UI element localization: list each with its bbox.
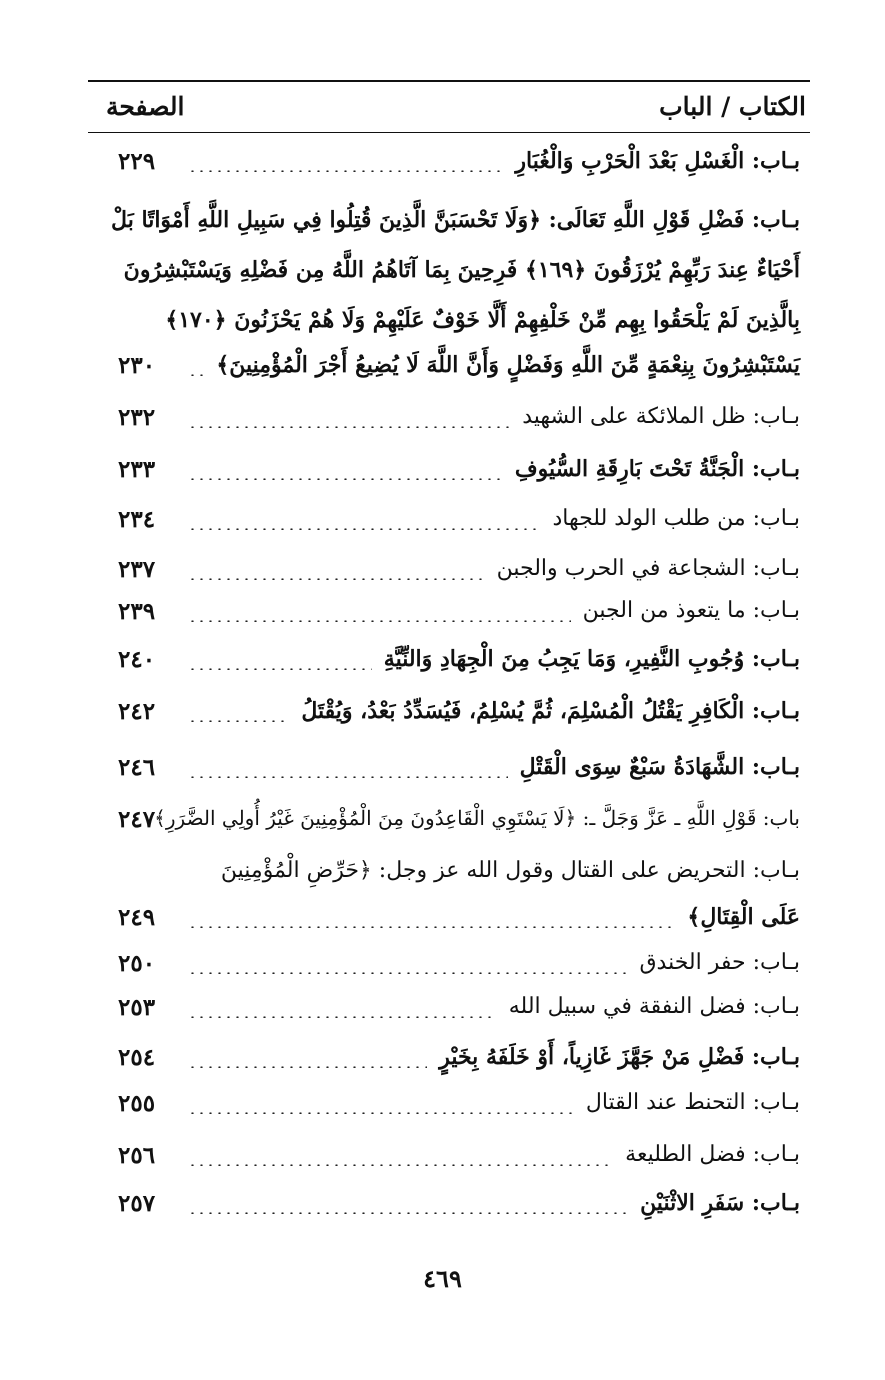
leader-dots: [188, 972, 627, 974]
toc-entry: [88, 698, 810, 746]
entry-title: بـاب: فضل الطليعة: [625, 1142, 800, 1167]
page-number: ٢٥٤: [118, 1044, 156, 1071]
toc-entry-last-line: [88, 904, 810, 952]
leader-dots: [188, 668, 372, 670]
leader-dots: [188, 620, 571, 622]
toc-entry: [88, 806, 810, 854]
entry-title: بـاب: ظل الملائكة على الشهيد: [522, 404, 800, 429]
header-title: الكتاب / الباب: [659, 92, 806, 121]
toc-entry: [88, 556, 810, 604]
toc-entry: [88, 456, 810, 504]
entry-title: بـاب: حفر الخندق: [639, 950, 800, 975]
page-number: ٢٥٧: [118, 1190, 156, 1217]
toc-entry-multiline: [88, 207, 810, 333]
entry-title: بـاب: الْجَنَّةُ تَحْتَ بَارِقَةِ السُّيُوفِ: [514, 456, 800, 482]
toc-entry: [88, 1044, 810, 1092]
toc-entry: [88, 1090, 810, 1138]
leader-dots: [188, 426, 510, 428]
toc-entry: [88, 506, 810, 554]
footer-page-number: ٤٦٩: [423, 1264, 462, 1293]
page-number: ٢٤٩: [118, 904, 156, 931]
leader-dots: [188, 478, 503, 480]
leader-dots: [188, 1212, 628, 1214]
header-page-label: الصفحة: [106, 92, 185, 121]
page-number: ٢٥٣: [118, 994, 156, 1021]
entry-title: باب: قَوْلِ اللَّهِ ـ عَزَّ وَجَلَّ ـ: ﴿لَا يَسْتَوِي الْقَاعِدُونَ مِنَ الْمُؤْمِنِينَ غَيْرُ أُولِي الضَّرَرِ﴾: [154, 806, 800, 830]
toc-entry: [88, 994, 810, 1042]
leader-dots: [188, 374, 204, 376]
entry-title: بـاب: من طلب الولد للجهاد: [552, 506, 800, 531]
page-number: ٢٥٦: [118, 1142, 156, 1169]
entry-title: بـاب: فَضْلِ قَوْلِ اللَّهِ تَعَالَى: ﴿وَلَا تَحْسَبَنَّ الَّذِينَ قُتِلُوا فِي سَبِيلِ اللَّهِ أَمْوَاتًا بَلْ: [111, 207, 800, 233]
toc-entry: [88, 1142, 810, 1190]
entry-title: بـاب: الْكَافِرِ يَقْتُلُ الْمُسْلِمَ، ثُمَّ يُسْلِمُ، فَيُسَدِّدُ بَعْدُ، وَيُقْتَلُ: [301, 698, 800, 724]
entry-title: بـاب: الشجاعة في الحرب والجبن: [496, 556, 800, 581]
leader-dots: [188, 170, 503, 172]
leader-dots: [188, 1016, 497, 1018]
page-number: ٢٤٧: [118, 806, 156, 833]
toc-header: [88, 80, 810, 133]
toc-entry: [88, 148, 810, 196]
toc-entry: [88, 754, 810, 802]
leader-dots: [188, 528, 540, 530]
page-number: ٢٣٤: [118, 506, 156, 533]
toc-entry: [88, 1190, 810, 1238]
page-number: ٢٤٠: [118, 646, 156, 673]
entry-title: بـاب: وُجُوبِ النَّفِيرِ، وَمَا يَجِبُ مِنَ الْجِهَادِ وَالنِّيَّةِ: [383, 646, 800, 672]
leader-dots: [188, 578, 485, 580]
page-number: ٢٤٦: [118, 754, 156, 781]
page-number: ٢٥٥: [118, 1090, 156, 1117]
page-number: ٢٣٢: [118, 404, 156, 431]
toc-entry-multiline: [88, 858, 810, 906]
leader-dots: [188, 720, 289, 722]
page-number: ٢٣٩: [118, 598, 156, 625]
entry-title-continuation: يَسْتَبْشِرُونَ بِنِعْمَةٍ مِّنَ اللَّهِ وَفَضْلٍ وَأَنَّ اللَّهَ لَا يُضِيعُ أَجْرَ الْمُؤْمِنِينَ﴾: [216, 352, 800, 378]
entry-title: بـاب: فَضْلِ مَنْ جَهَّزَ غَازِياً، أَوْ خَلَفَهُ بِخَيْرٍ: [439, 1044, 800, 1070]
leader-dots: [188, 1112, 574, 1114]
page-number: ٢٢٩: [118, 148, 156, 175]
entry-title-continuation: بِالَّذِينَ لَمْ يَلْحَقُوا بِهِم مِّنْ خَلْفِهِمْ أَلَّا خَوْفٌ عَلَيْهِمْ وَلَا هُمْ يَحْزَنُونَ ﴿١٧٠﴾: [165, 307, 800, 333]
toc-entry-last-line: [88, 352, 810, 400]
entry-title: بـاب: الشَّهَادَةُ سَبْعٌ سِوَى الْقَتْلِ: [519, 754, 800, 780]
entry-title: بـاب: التحنط عند القتال: [585, 1090, 800, 1115]
entry-title: بـاب: ما يتعوذ من الجبن: [582, 598, 800, 623]
leader-dots: [188, 1164, 613, 1166]
leader-dots: [188, 776, 508, 778]
leader-dots: [188, 926, 675, 928]
page-number: ٢٣٠: [118, 352, 156, 379]
toc-entry: [88, 646, 810, 694]
entry-title: بـاب: الْغَسْلِ بَعْدَ الْحَرْبِ وَالْغُبَارِ: [515, 148, 800, 174]
leader-dots: [188, 1066, 427, 1068]
page-number: ٢٤٢: [118, 698, 156, 725]
entry-title: بـاب: سَفَرِ الاثْنَيْنِ: [640, 1190, 800, 1216]
page-number: ٢٥٠: [118, 950, 156, 977]
page-number: ٢٣٣: [118, 456, 156, 483]
entry-title-continuation: عَلَى الْقِتَالِ﴾: [687, 904, 800, 930]
entry-title-continuation: أَحْيَاءٌ عِندَ رَبِّهِمْ يُرْزَقُونَ ﴿١٦٩﴾ فَرِحِينَ بِمَا آتَاهُمُ اللَّهُ مِن فَضْلِهِ وَيَسْتَبْشِرُونَ: [123, 257, 800, 283]
toc-entry: [88, 404, 810, 452]
entry-title: بـاب: فضل النفقة في سبيل الله: [508, 994, 800, 1019]
toc-entry: [88, 598, 810, 646]
entry-title: بـاب: التحريض على القتال وقول الله عز وجل: ﴿حَرِّضِ الْمُؤْمِنِينَ: [220, 858, 800, 883]
page-number: ٢٣٧: [118, 556, 156, 583]
toc-entry: [88, 950, 810, 998]
